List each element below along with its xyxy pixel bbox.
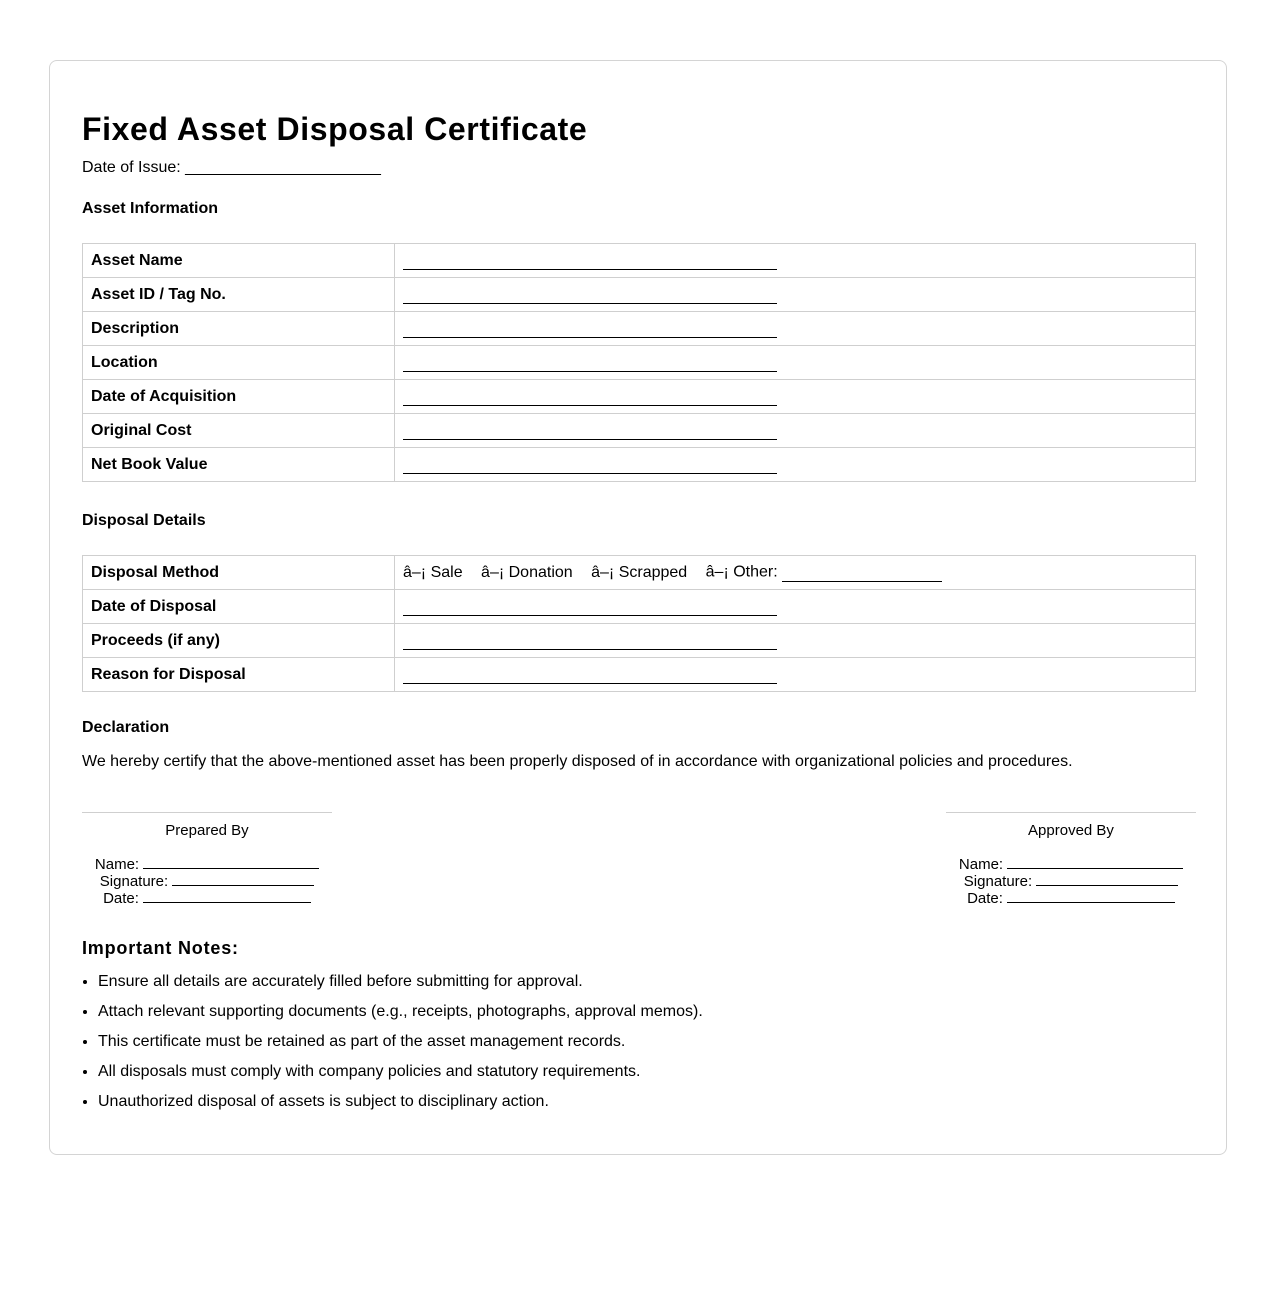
table-row — [83, 278, 1196, 312]
signature-label: Signature: — [963, 873, 1033, 890]
fill-line — [403, 359, 777, 372]
fill-line — [143, 890, 311, 903]
row-label: Net Book Value — [83, 448, 395, 482]
row-label: Asset Name — [83, 244, 395, 278]
prepared-by-fields — [82, 856, 332, 907]
page-title: Fixed Asset Disposal Certificate — [82, 111, 588, 147]
option-donation-checkbox[interactable]: â–¡ Donation — [481, 563, 573, 581]
prepared-by-block — [82, 812, 332, 907]
row-value-field[interactable] — [395, 448, 1196, 482]
signature-field[interactable] — [946, 873, 1196, 890]
row-label: Disposal Method — [83, 556, 395, 590]
approved-by-label: Approved By — [1028, 822, 1114, 839]
name-label: Name: — [958, 856, 1004, 873]
row-value-field[interactable] — [395, 414, 1196, 448]
option-scrapped-checkbox[interactable]: â–¡ Scrapped — [591, 563, 688, 581]
fill-line — [403, 637, 777, 650]
prepared-by-label: Prepared By — [165, 822, 249, 839]
row-value-field[interactable] — [395, 278, 1196, 312]
fill-line — [1007, 890, 1175, 903]
disposal-method-options — [395, 556, 1196, 590]
row-value-field[interactable] — [395, 346, 1196, 380]
asset-information-table — [82, 243, 1196, 482]
row-label: Description — [83, 312, 395, 346]
fill-line — [403, 461, 777, 474]
table-row — [83, 556, 1196, 590]
list-item: • Ensure all details are accurately filled before submitting for approval. — [98, 967, 703, 997]
approved-by-block — [946, 812, 1196, 907]
fill-line — [403, 603, 777, 616]
list-item: • Unauthorized disposal of assets is subject to disciplinary action. — [98, 1087, 703, 1117]
signature-label: Signature: — [99, 873, 169, 890]
row-label: Asset ID / Tag No. — [83, 278, 395, 312]
row-label: Date of Disposal — [83, 590, 395, 624]
row-value-field[interactable] — [395, 244, 1196, 278]
table-row — [83, 244, 1196, 278]
fill-line — [172, 873, 314, 886]
fill-line — [403, 427, 777, 440]
name-field[interactable] — [82, 856, 332, 873]
important-notes-list — [82, 967, 703, 1117]
fill-line — [403, 257, 777, 270]
row-value-field[interactable] — [395, 590, 1196, 624]
list-item: • All disposals must comply with company policies and statutory requirements. — [98, 1057, 703, 1087]
table-row — [83, 658, 1196, 692]
row-value-field[interactable] — [395, 380, 1196, 414]
disposal-details-heading: Disposal Details — [82, 512, 206, 529]
row-label: Original Cost — [83, 414, 395, 448]
date-label: Date: — [103, 890, 139, 907]
option-other-checkbox[interactable]: â–¡ Other: — [705, 563, 778, 581]
certificate-card — [49, 60, 1227, 1155]
date-label: Date: — [967, 890, 1003, 907]
fill-line — [143, 856, 319, 869]
row-label: Location — [83, 346, 395, 380]
declaration-heading: Declaration — [82, 719, 170, 736]
signature-field[interactable] — [82, 873, 332, 890]
other-fill-line[interactable] — [782, 569, 942, 582]
table-row — [83, 624, 1196, 658]
option-sale-checkbox[interactable]: â–¡ Sale — [403, 563, 463, 581]
table-row — [83, 312, 1196, 346]
name-label: Name: — [94, 856, 140, 873]
table-row — [83, 414, 1196, 448]
table-row — [83, 346, 1196, 380]
asset-information-heading: Asset Information — [82, 200, 219, 217]
list-item: • This certificate must be retained as part of the asset management records. — [98, 1027, 703, 1057]
row-value-field[interactable] — [395, 658, 1196, 692]
row-value-field[interactable] — [395, 624, 1196, 658]
approved-by-fields — [946, 856, 1196, 907]
fill-line — [403, 325, 777, 338]
row-label: Date of Acquisition — [83, 380, 395, 414]
list-item: • Attach relevant supporting documents (e.g., receipts, photographs, approval memos). — [98, 997, 703, 1027]
row-value-field[interactable] — [395, 312, 1196, 346]
table-row — [83, 380, 1196, 414]
table-row — [83, 590, 1196, 624]
fill-line — [1007, 856, 1183, 869]
date-field[interactable] — [946, 890, 1196, 907]
date-of-issue: Date of Issue: ______________________ — [82, 159, 381, 176]
table-row — [83, 448, 1196, 482]
important-notes-heading: Important Notes: — [82, 938, 239, 958]
declaration-text: We hereby certify that the above-mentioned asset has been properly disposed of in accordance with organizational policies and procedures. — [82, 753, 1073, 770]
date-field[interactable] — [82, 890, 332, 907]
name-field[interactable] — [946, 856, 1196, 873]
signature-divider — [946, 812, 1196, 813]
row-label: Reason for Disposal — [83, 658, 395, 692]
fill-line — [1036, 873, 1178, 886]
signature-divider — [82, 812, 332, 813]
disposal-details-table — [82, 555, 1196, 692]
fill-line — [403, 393, 777, 406]
fill-line — [403, 671, 777, 684]
fill-line — [403, 291, 777, 304]
row-label: Proceeds (if any) — [83, 624, 395, 658]
